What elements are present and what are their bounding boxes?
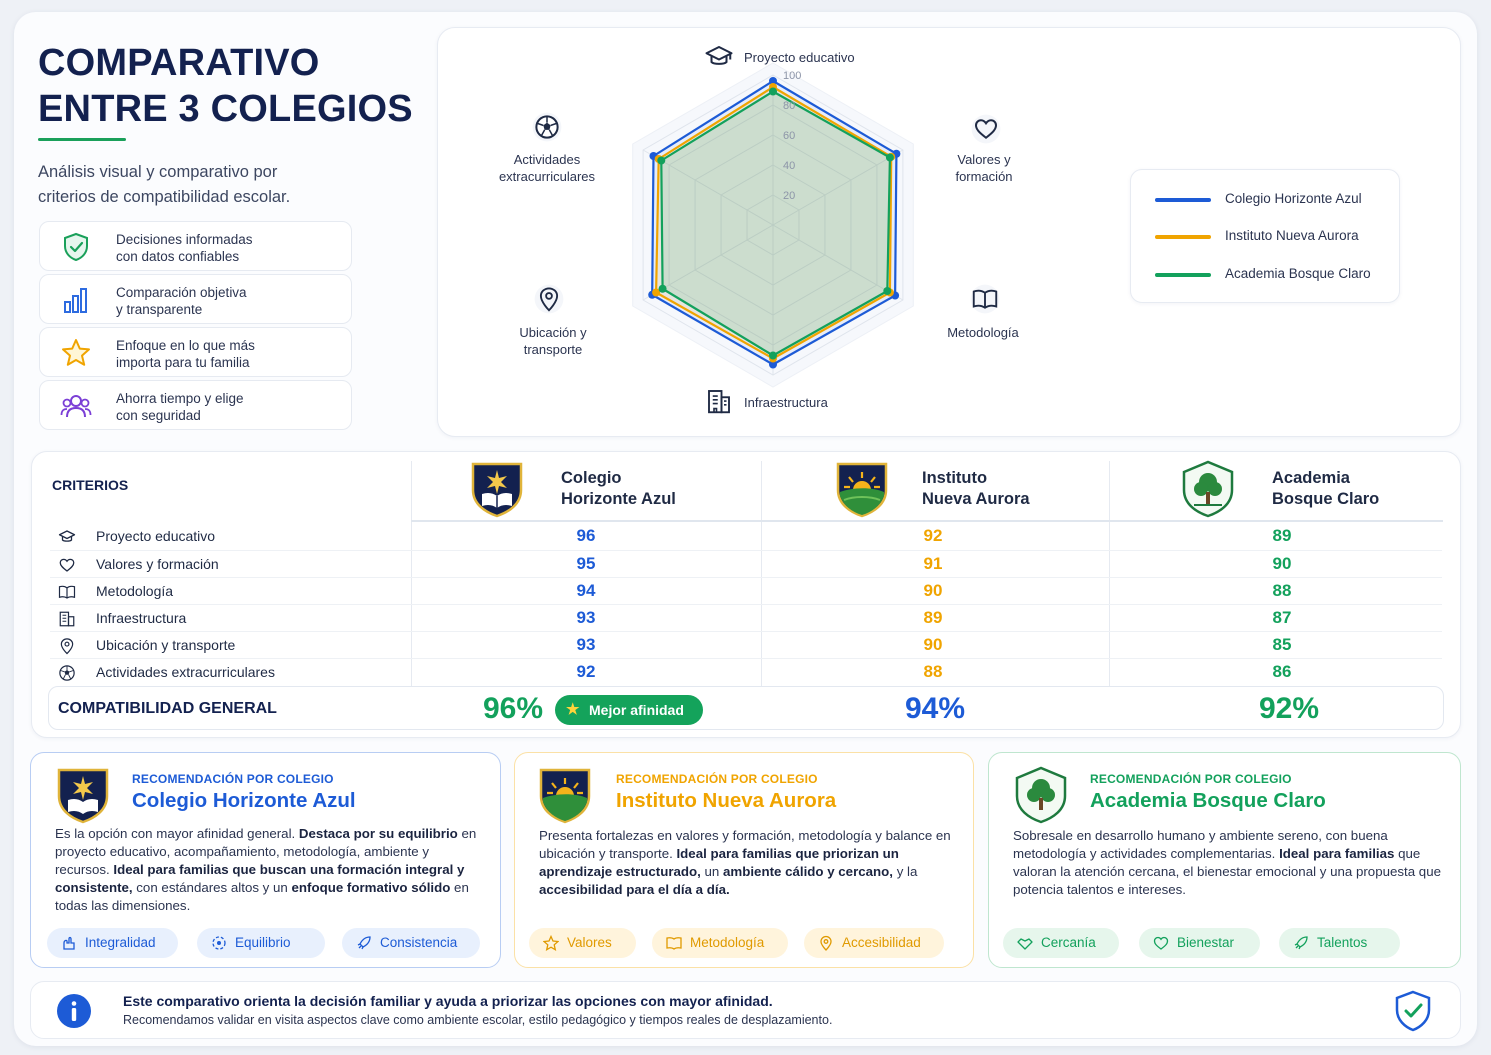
heart-icon [971, 114, 1001, 144]
row-label: Infraestructura [96, 610, 187, 626]
building-icon [704, 386, 734, 416]
table-row [50, 604, 1442, 631]
rec-description: Presenta fortalezas en valores y formación, metodología y balance en ubicación y transporte. Ideal para familias que priorizan un aprendizaje estructurado, un ambiente cálido y cercano, y la accesibilidad para el día a día. [539, 828, 951, 897]
heart-icon [58, 556, 76, 574]
recommendation-card-aurora [514, 752, 974, 968]
building-icon [58, 610, 76, 628]
rec-kicker: RECOMENDACIÓN POR COLEGIO [616, 772, 818, 786]
chip-bienestar: Bienestar [1139, 928, 1260, 958]
footer-line-1: Este comparativo orienta la decisión familiar y ayuda a priorizar las opciones con mayor afinidad. [123, 993, 773, 1009]
graduation-cap-icon [58, 528, 76, 546]
rec-school-name: Colegio Horizonte Azul [132, 789, 356, 812]
radar-label-proyecto: Proyecto educativo [744, 50, 855, 65]
table-row [50, 577, 1442, 604]
crest-sunrise-icon [537, 766, 593, 824]
radar-label-actividades: Actividades extracurriculares [498, 152, 596, 184]
score-bosque: 86 [1272, 662, 1292, 681]
row-label: Metodología [96, 583, 174, 599]
rec-kicker: RECOMENDACIÓN POR COLEGIO [1090, 772, 1292, 786]
star-icon [60, 337, 92, 369]
chip-consistencia: Consistencia [342, 928, 480, 958]
crest-book-icon [469, 460, 525, 518]
rec-description: Es la opción con mayor afinidad general. Destaca por su equilibrio en proyecto educativo, acompañamiento, metodología, ambiente y recursos. Ideal para familias que buscan una formación integral y consistente, con estándares altos y un enfoque formativo sólido en todas las dimensiones. [55, 826, 477, 913]
rec-school-name: Academia Bosque Claro [1090, 789, 1326, 812]
rec-kicker: RECOMENDACIÓN POR COLEGIO [132, 772, 334, 786]
school-name-aurora: Instituto Nueva Aurora [922, 469, 1030, 508]
school-name-bosque: Academia Bosque Claro [1272, 469, 1380, 508]
recommendation-card-horizonte [30, 752, 501, 968]
radar-label-metodologia: Metodología [947, 325, 1019, 340]
shield-check-icon [1394, 990, 1432, 1032]
location-pin-icon [534, 284, 564, 314]
feature-item [39, 327, 352, 377]
users-icon [60, 390, 92, 422]
score-aurora: 92 [923, 526, 943, 545]
crest-book-icon [55, 766, 111, 824]
score-horizonte: 96 [576, 526, 596, 545]
score-bosque: 87 [1272, 608, 1292, 627]
table-row [50, 658, 1442, 685]
school-name-horizonte: Colegio Horizonte Azul [561, 469, 676, 508]
rocket-icon [1293, 935, 1309, 951]
crest-tree-icon [1180, 460, 1236, 518]
score-bosque: 88 [1272, 581, 1292, 600]
score-bosque: 85 [1272, 635, 1292, 654]
chart-legend: Colegio Horizonte Azul Instituto Nueva Aurora Academia Bosque Claro [1130, 169, 1400, 303]
criteria-header: CRITERIOS [52, 477, 129, 493]
book-icon [970, 284, 1000, 314]
score-horizonte: 94 [576, 581, 596, 600]
title-line-2: ENTRE 3 COLEGIOS [38, 88, 413, 130]
heart-icon [1153, 935, 1169, 951]
radar-point [659, 285, 667, 293]
overall-compatibility-row [48, 686, 1444, 730]
row-label: Ubicación y transporte [96, 637, 236, 653]
page-title [38, 40, 413, 132]
radar-tick-label: 80 [783, 100, 796, 112]
row-label: Actividades extracurriculares [96, 664, 275, 680]
radar-tick-label: 60 [783, 130, 796, 142]
footer-note [30, 981, 1461, 1039]
feature-item [39, 274, 352, 324]
location-pin-icon [818, 935, 834, 951]
feature-text: Ahorra tiempo y elige con seguridad [116, 391, 244, 423]
hand-icon [61, 935, 77, 951]
score-horizonte: 92 [576, 662, 596, 681]
table-row [50, 550, 1442, 577]
chip-metodologia: Metodología [652, 928, 788, 958]
crest-sunrise-icon [834, 460, 890, 518]
radar-tick-label: 40 [783, 160, 796, 172]
radar-tick-label: 100 [783, 70, 802, 82]
radar-point [886, 154, 894, 162]
star-icon [543, 935, 559, 951]
rec-description: Sobresale en desarrollo humano y ambiente sereno, con buena metodología y actividades complementarias. Ideal para familias que valoran la atención cercana, el bienestar emocional y una propuesta que potencia talentos e intereses. [1013, 828, 1441, 897]
star-icon: ★ [566, 701, 580, 718]
recommendation-card-bosque [988, 752, 1461, 968]
radar-label-infraestructura: Infraestructura [744, 395, 828, 410]
best-affinity-badge: ★ Mejor afinidad [555, 695, 703, 725]
book-icon [666, 935, 682, 951]
chip-talentos: Talentos [1279, 928, 1400, 958]
soccer-ball-icon [58, 664, 76, 682]
rocket-icon [356, 935, 372, 951]
location-pin-icon [58, 637, 76, 655]
table-row [50, 631, 1442, 658]
graduation-cap-icon [704, 42, 734, 72]
score-horizonte: 93 [576, 608, 596, 627]
feature-item [39, 380, 352, 430]
radar-point [769, 88, 777, 96]
chip-cercania: Cercanía [1003, 928, 1119, 958]
score-aurora: 90 [923, 635, 943, 654]
header-rule [411, 520, 1443, 522]
bar-chart-icon [60, 284, 92, 316]
handshake-icon [1017, 935, 1033, 951]
balance-icon [211, 935, 227, 951]
book-icon [58, 583, 76, 601]
radar-point [769, 352, 777, 360]
rec-school-name: Instituto Nueva Aurora [616, 789, 837, 812]
score-aurora: 90 [923, 581, 943, 600]
compat-horizonte: 96% [483, 692, 544, 725]
score-aurora: 89 [923, 608, 943, 627]
compat-bosque: 92% [1259, 692, 1320, 725]
soccer-ball-icon [532, 112, 562, 142]
score-bosque: 90 [1272, 554, 1292, 573]
feature-item [39, 221, 352, 271]
radar-panel [437, 27, 1461, 437]
feature-text: Decisiones informadas con datos confiables [116, 232, 253, 264]
shield-check-icon [60, 231, 92, 263]
chip-valores: Valores [529, 928, 636, 958]
feature-text: Comparación objetiva y transparente [116, 285, 247, 317]
radar-point [657, 157, 665, 165]
compat-aurora: 94% [905, 692, 966, 725]
radar-label-ubicacion: Ubicación y transporte [519, 325, 587, 357]
radar-point [883, 287, 891, 295]
footer-line-2: Recomendamos validar en visita aspectos clave como ambiente escolar, estilo pedagógico y tiempos reales de desplazamiento. [123, 1013, 833, 1027]
compat-label: COMPATIBILIDAD GENERAL [58, 700, 277, 717]
chip-accesibilidad: Accesibilidad [804, 928, 944, 958]
feature-text: Enfoque en lo que más importa para tu familia [116, 338, 255, 370]
page-subtitle: Análisis visual y comparativo por criterios de compatibilidad escolar. [38, 163, 291, 206]
score-bosque: 89 [1272, 526, 1292, 545]
info-icon [56, 993, 92, 1029]
radar-label-valores: Valores y formación [955, 152, 1013, 184]
score-horizonte: 95 [576, 554, 596, 573]
crest-tree-icon [1013, 766, 1069, 824]
chip-equilibrio: Equilibrio [197, 928, 325, 958]
row-label: Valores y formación [96, 556, 219, 572]
chip-integralidad: Integralidad [47, 928, 178, 958]
score-aurora: 88 [923, 662, 943, 681]
score-horizonte: 93 [576, 635, 596, 654]
radar-tick-label: 20 [783, 190, 796, 202]
title-underline [38, 138, 126, 141]
table-row [50, 523, 1442, 550]
score-aurora: 91 [923, 554, 943, 573]
row-label: Proyecto educativo [96, 528, 216, 544]
title-line-1: COMPARATIVO [38, 42, 320, 84]
